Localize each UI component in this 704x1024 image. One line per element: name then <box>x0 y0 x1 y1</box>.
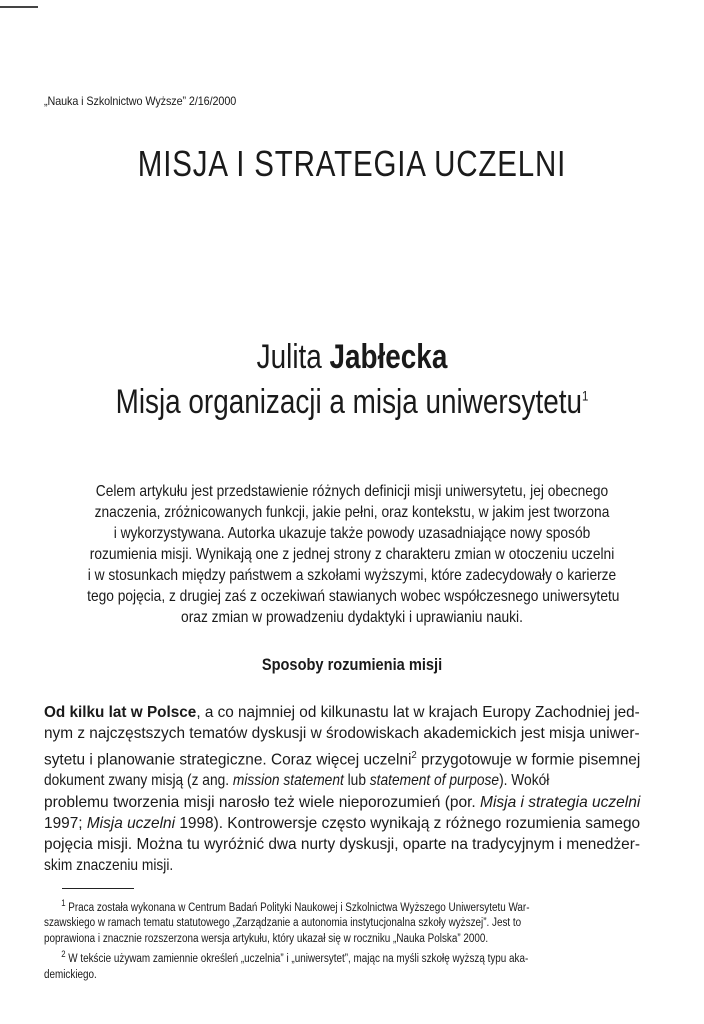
article-title <box>63 383 640 422</box>
footnote-1-line: szawskiego w ramach tematu statutowego „Zarządzanie a autonomia instytucjonalna szkoły wyższej”. Jest to <box>44 917 522 930</box>
author-first-name: Julita <box>256 338 322 376</box>
journal-reference: „Nauka i Szkolnictwo Wyższe” 2/16/2000 <box>44 94 237 108</box>
abstract-line: oraz zmian w prowadzeniu dydaktyki i uprawianiu nauki. <box>181 609 523 626</box>
section-heading: Sposoby rozumienia misji <box>261 655 443 674</box>
article-title-text: Misja organizacji a misja uniwersytetu <box>115 383 582 421</box>
abstract-line: znaczenia, zróżnicowanych funkcji, jakie pełni, oraz kontekstu, w jakim jest tworzona <box>94 504 610 521</box>
footnote-1-line <box>44 896 547 916</box>
body-text-span: przygotowuje w formie pisemnej <box>416 750 641 768</box>
body-text-span: 1997; <box>44 814 87 832</box>
footnote-text: Praca została wykonana w Centrum Badań Polityki Naukowej i Szkolnictwa Wyższego Uniwersytetu War- <box>65 901 530 914</box>
body-italic-term: statement of purpose <box>369 772 500 790</box>
body-text-span: problemu tworzenia misji narosło też wiele nieporozumień (por. <box>44 793 481 811</box>
body-text-span: , a co najmniej od kilkunastu lat w krajach Europy Zachodniej jed- <box>196 704 640 721</box>
abstract-line: i wykorzystywana. Autorka ukazuje także powody uzasadniające nowy sposób <box>113 525 591 542</box>
body-line <box>44 813 640 834</box>
body-italic-term: mission statement <box>232 772 344 790</box>
abstract <box>44 481 660 628</box>
body-text-span: lub <box>343 772 370 790</box>
body-lead-in: Od kilku lat w Polsce <box>44 704 197 721</box>
body-line <box>44 745 640 771</box>
body-text-span: sytetu i planowanie strategiczne. Coraz więcej uczelni <box>44 750 412 768</box>
footnote-text: W tekście używam zamiennie określeń „uczelnia” i „uniwersytet”, mając na myśli szkołę wyższą typu aka- <box>65 953 529 966</box>
footnote-1-mark: 1 <box>61 898 66 908</box>
footnote-2-line <box>44 947 545 967</box>
body-line: nym z najczęstszych tematów dyskusji w środowiskach akademickich jest misja uniwer- <box>44 725 640 743</box>
footnotes <box>44 896 640 983</box>
body-line <box>44 792 640 813</box>
abstract-line: tego pojęcia, z drugiej zaś z oczekiwań stawianych wobec współczesnego uniwersytetu <box>87 588 620 605</box>
author-name <box>63 338 640 377</box>
body-italic-citation: Misja uczelni <box>86 814 176 832</box>
body-line <box>44 770 550 791</box>
body-line: pojęcia misji. Można tu wyróżnić dwa nurty dyskusji, oparte na tradycyjnym i menedżer- <box>44 836 641 854</box>
footnote-ref-2: 2 <box>411 749 417 761</box>
footnote-ref-1: 1 <box>581 387 589 404</box>
abstract-line: i w stosunkach między państwem a szkołami wyższymi, które zadecydowały o karierze <box>87 567 617 584</box>
body-text-span: 1998). Kontrowersje często wynikają z różnego rozumienia samego <box>175 814 641 832</box>
footnote-2-line: demickiego. <box>44 968 97 981</box>
body-line: skim znaczeniu misji. <box>44 857 174 875</box>
abstract-line: rozumienia misji. Wynikają one z jednej strony z charakteru zmian w otoczeniu uczelni <box>89 546 615 563</box>
body-line <box>44 702 640 723</box>
footnote-1-line: poprawiona i znacznie rozszerzona wersja artykułu, który ukazał się w roczniku „Nauka Polska” 2000. <box>44 932 489 945</box>
body-text-span: dokument zwany misją (z ang. <box>44 772 233 790</box>
footnote-2-mark: 2 <box>61 949 66 960</box>
author-surname: Jabłecka <box>329 338 448 376</box>
body-italic-citation: Misja i strategia uczelni <box>480 793 641 811</box>
abstract-line: Celem artykułu jest przedstawienie różnych definicji misji uniwersytetu, jej obecnego <box>95 483 609 500</box>
scan-corner-mark <box>0 6 38 8</box>
body-paragraph <box>44 702 640 877</box>
body-text-span: ). Wokół <box>499 772 550 790</box>
footnote-separator <box>62 888 134 889</box>
section-main-title: MISJA I STRATEGIA UCZELNI <box>137 143 567 184</box>
